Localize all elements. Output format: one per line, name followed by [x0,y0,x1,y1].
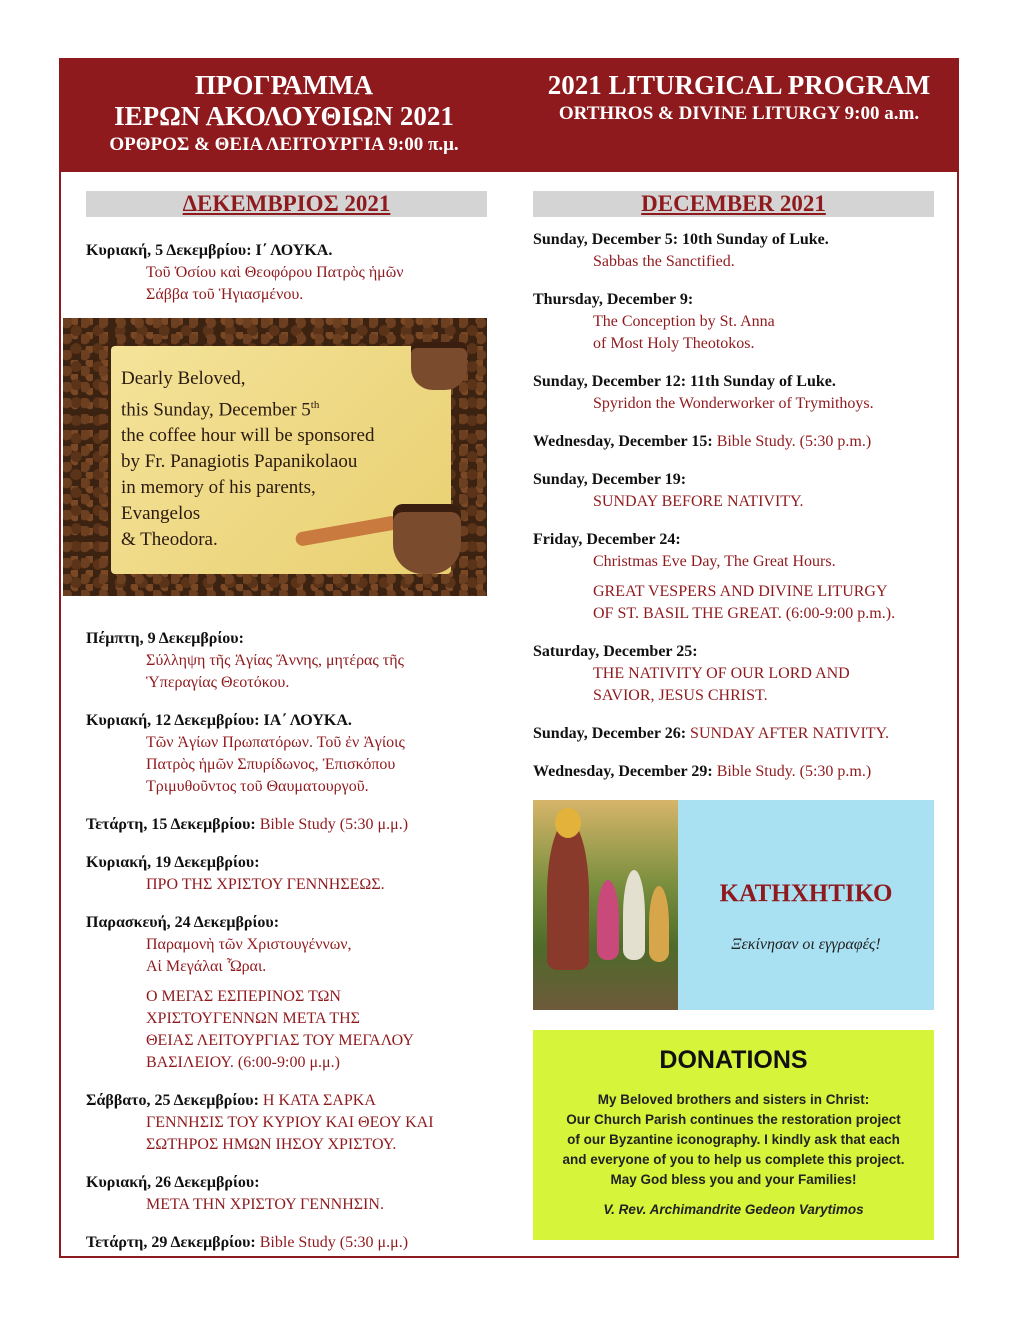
christ-with-children-icon [533,800,678,1010]
english-header [529,70,949,127]
catechism-subtitle: Ξεκίνησαν οι εγγραφές! [731,936,881,953]
greek-desc: ΓΕΝΝΗΣΙΣ ΤΟΥ ΚΥΡΙΟΥ ΚΑΙ ΘΕΟΥ ΚΑΙ [146,1114,434,1131]
english-desc: THE NATIVITY OF OUR LORD AND [593,665,850,682]
greek-day: Κυριακή, 19 Δεκεμβρίου: [86,854,260,871]
halo-icon [555,808,581,838]
greek-desc: Σύλληψη τῆς Ἁγίας Ἄννης, μητέρας τῆς [146,652,404,669]
donations-line: Our Church Parish continues the restoration project [566,1112,901,1127]
english-desc: OF ST. BASIL THE GREAT. (6:00-9:00 p.m.). [593,605,896,622]
donations-line: May God bless you and your Families! [610,1172,857,1187]
english-day: Saturday, December 25: [533,643,698,660]
greek-desc: Τριμυθοῦντος τοῦ Θαυματουργοῦ. [146,778,369,795]
english-entry-8 [533,723,943,745]
greek-day: Κυριακή, 5 Δεκεμβρίου: Ι΄ ΛΟΥΚΑ. [86,242,333,259]
english-desc: GREAT VESPERS AND DIVINE LITURGY [593,583,888,600]
greek-month-bar [86,191,487,217]
english-entry-4 [533,431,943,453]
greek-entry-8 [86,1172,506,1216]
greek-entry-1 [86,240,506,306]
donations-title: DONATIONS [659,1046,808,1074]
coffee-line: the coffee hour will be sponsored [121,425,375,447]
greek-desc: Bible Study (5:30 μ.μ.) [259,816,409,833]
greek-entry-5 [86,852,506,896]
child-figure [649,886,669,962]
english-desc: The Conception by St. Anna [593,313,775,330]
english-day: Sunday, December 19: [533,471,687,488]
english-desc: Spyridon the Wonderworker of Trymithoys. [593,395,874,412]
english-desc: SUNDAY AFTER NATIVITY. [690,725,890,742]
greek-day: Πέμπτη, 9 Δεκεμβρίου: [86,630,244,647]
coffee-line: by Fr. Panagiotis Papanikolaou [121,451,358,473]
greek-day: Κυριακή, 12 Δεκεμβρίου: ΙΑ΄ ΛΟΥΚΑ. [86,712,352,729]
greek-title-2: ΙΕΡΩΝ ΑΚΟΛΟΥΘΙΩΝ 2021 [114,101,454,131]
english-day: Thursday, December 9: [533,291,694,308]
english-title: 2021 LITURGICAL PROGRAM [547,70,931,100]
english-month-bar [533,191,934,217]
greek-title-1: ΠΡΟΓΡΑΜΜΑ [194,70,374,100]
child-figure [597,880,619,960]
coffee-hour-text [121,366,421,553]
english-day: Sunday, December 26: [533,725,687,742]
english-entry-3 [533,371,943,415]
english-desc: SUNDAY BEFORE NATIVITY. [593,493,804,510]
greek-entry-7 [86,1090,506,1156]
english-day: Sunday, December 5: 10th Sunday of Luke. [533,231,829,248]
greek-subtitle: ΟΡΘΡΟΣ & ΘΕΙΑ ΛΕΙΤΟΥΡΓΙΑ 9:00 π.μ. [109,134,459,155]
english-desc: Christmas Eve Day, The Great Hours. [593,553,836,570]
christ-figure [547,820,589,970]
greek-desc: Τοῦ Ὁσίου καὶ Θεοφόρου Πατρὸς ἡμῶν [146,264,404,281]
donations-line: My Beloved brothers and sisters in Christ: [597,1092,870,1107]
header-banner [59,58,959,172]
coffee-hour-image [63,318,487,596]
english-subtitle: ORTHROS & DIVINE LITURGY 9:00 a.m. [558,103,920,124]
coffee-line: this Sunday, December 5th [121,399,320,421]
donations-line: of our Byzantine iconography. I kindly ask that each [567,1132,900,1147]
greek-desc: Παραμονὴ τῶν Χριστουγέννων, [146,936,352,953]
greek-entry-6 [86,912,506,1074]
english-day: Wednesday, December 15: [533,433,713,450]
english-desc: Sabbas the Sanctified. [593,253,735,270]
english-day: Wednesday, December 29: [533,763,713,780]
english-entry-6 [533,529,943,625]
greek-desc: ΘΕΙΑΣ ΛΕΙΤΟΥΡΓΙΑΣ ΤΟΥ ΜΕΓΑΛΟΥ [146,1032,414,1049]
coffee-line: in memory of his parents, [121,477,316,499]
greek-entry-4 [86,814,506,836]
greek-desc: ΠΡΟ ΤΗΣ ΧΡΙΣΤΟΥ ΓΕΝΝΗΣΕΩΣ. [146,876,385,893]
english-entry-9 [533,761,943,783]
greek-desc: Ὑπεραγίας Θεοτόκου. [146,674,290,691]
greek-entry-9 [86,1232,506,1254]
greek-day: Κυριακή, 26 Δεκεμβρίου: [86,1174,260,1191]
greek-desc: Σάββα τοῦ Ἡγιασμένου. [146,286,304,303]
greek-desc: Ο ΜΕΓΑΣ ΕΣΠΕΡΙΝΟΣ ΤΩΝ [146,988,341,1005]
child-figure [623,870,645,960]
catechism-title: ΚΑΤΗΧΗΤΙΚΟ [719,880,893,907]
catechism-box [533,800,934,1010]
english-desc: SAVIOR, JESUS CHRIST. [593,687,768,704]
donations-line: and everyone of you to help us complete this project. [562,1152,905,1167]
greek-day: Παρασκευή, 24 Δεκεμβρίου: [86,914,280,931]
coffee-line: Evangelos [121,503,201,525]
greek-desc: ΣΩΤΗΡΟΣ ΗΜΩΝ ΙΗΣΟΥ ΧΡΙΣΤΟΥ. [146,1136,397,1153]
greek-header [59,70,509,158]
english-desc: of Most Holy Theotokos. [593,335,755,352]
english-schedule [533,229,943,799]
greek-day: Σάββατο, 25 Δεκεμβρίου: [86,1092,259,1109]
donations-box [533,1030,934,1240]
greek-schedule [86,628,506,1270]
greek-entry-3 [86,710,506,798]
coffee-line: Dearly Beloved, [121,368,246,389]
greek-day: Τετάρτη, 29 Δεκεμβρίου: [86,1234,256,1251]
donations-message [543,1090,924,1190]
greek-desc: ΒΑΣΙΛΕΙΟΥ. (6:00-9:00 μ.μ.) [146,1054,340,1071]
greek-desc: Αἱ Μεγάλαι Ὧραι. [146,958,267,975]
coffee-line: & Theodora. [121,529,218,551]
english-month-title: DECEMBER 2021 [641,191,826,216]
donations-signature: V. Rev. Archimandrite Gedeon Varytimos [603,1202,864,1217]
english-day: Sunday, December 12: 11th Sunday of Luke. [533,373,836,390]
english-desc: Bible Study. (5:30 p.m.) [716,763,872,780]
greek-desc: Πατρὸς ἡμῶν Σπυρίδωνος, Ἐπισκόπου [146,756,396,773]
greek-desc: ΜΕΤΑ ΤΗΝ ΧΡΙΣΤΟΥ ΓΕΝΝΗΣΙΝ. [146,1196,384,1213]
greek-day: Τετάρτη, 15 Δεκεμβρίου: [86,816,256,833]
english-desc: Bible Study. (5:30 p.m.) [716,433,872,450]
english-entry-2 [533,289,943,355]
english-entry-7 [533,641,943,707]
greek-desc: ΧΡΙΣΤΟΥΓΕΝΝΩΝ ΜΕΤΑ ΤΗΣ [146,1010,360,1027]
greek-entry-2 [86,628,506,694]
greek-month-title: ΔΕΚΕΜΒΡΙΟΣ 2021 [182,191,391,216]
greek-desc: Τῶν Ἁγίων Πρωπατόρων. Τοῦ ἐν Ἁγίοις [146,734,405,751]
greek-desc: Η ΚΑΤΑ ΣΑΡΚΑ [262,1092,376,1109]
english-entry-1 [533,229,943,273]
english-entry-5 [533,469,943,513]
english-day: Friday, December 24: [533,531,681,548]
greek-desc: Bible Study (5:30 μ.μ.) [259,1234,409,1251]
